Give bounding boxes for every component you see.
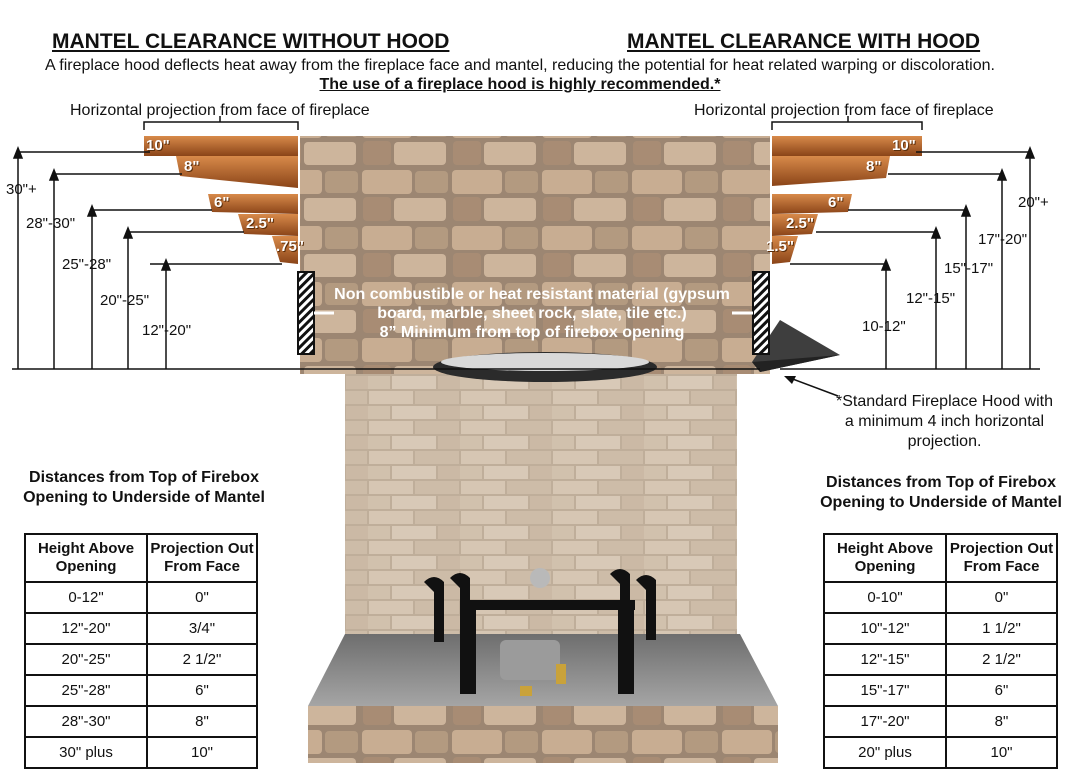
right-board-label: 8" <box>866 158 882 175</box>
material-note-line: 8” Minimum from top of firebox opening <box>379 324 685 341</box>
hood-note-line: a minimum 4 inch horizontal <box>844 413 1045 430</box>
hood-note-line: projection. <box>907 433 982 450</box>
right-board-label: 1.5" <box>766 238 794 255</box>
table-cell: 0-10" <box>824 582 946 613</box>
right-distance-table <box>823 533 1058 769</box>
table-row <box>25 706 257 737</box>
right-board-label: 6" <box>828 194 844 211</box>
material-note-line: Non combustible or heat resistant material (gypsum <box>334 286 730 303</box>
table-row <box>25 675 257 706</box>
left-board-label: 8" <box>184 158 200 175</box>
table-row <box>824 582 1057 613</box>
right-height-label: 10-12" <box>862 318 906 335</box>
table-cell: 25"-28" <box>25 675 147 706</box>
heading-with-hood: MANTEL CLEARANCE WITH HOOD <box>627 30 981 53</box>
left-board-label: 10" <box>146 137 170 154</box>
table-cell: 8" <box>946 706 1057 737</box>
table-cell: 17"-20" <box>824 706 946 737</box>
table-row <box>25 737 257 768</box>
right-height-label: 12"-15" <box>906 290 956 307</box>
table-row <box>824 644 1057 675</box>
right-board-label: 2.5" <box>786 215 814 232</box>
hood-note <box>836 392 1053 452</box>
table-cell: 12"-20" <box>25 613 147 644</box>
table-cell: 20"-25" <box>25 644 147 675</box>
table-row <box>824 737 1057 768</box>
projection-label-right: Horizontal projection from face of fireplace <box>694 102 994 119</box>
heading-without-hood: MANTEL CLEARANCE WITHOUT HOOD <box>52 30 450 53</box>
intro-text: A fireplace hood deflects heat away from the fireplace face and mantel, reducing the potential for heat related warping or discoloration. <box>45 57 995 74</box>
left-board-label: 2.5" <box>246 215 274 232</box>
table-header: Height Above Opening <box>824 534 946 582</box>
right-height-label: 17"-20" <box>978 231 1028 248</box>
table-row <box>25 613 257 644</box>
table-header: Projection Out From Face <box>946 534 1057 582</box>
table-cell: 2 1/2" <box>946 644 1057 675</box>
table-cell: 6" <box>147 675 257 706</box>
left-table-title: Distances from Top of Firebox Opening to Underside of Mantel <box>23 469 265 506</box>
left-distance-table <box>24 533 258 769</box>
hood-note-line: *Standard Fireplace Hood with <box>836 393 1054 410</box>
right-mantel <box>772 136 922 264</box>
table-cell: 10" <box>946 737 1057 768</box>
table-cell: 10" <box>147 737 257 768</box>
table-cell: 0-12" <box>25 582 147 613</box>
projection-label-left: Horizontal projection from face of fireplace <box>70 102 370 119</box>
left-height-label: 30"+ <box>6 181 37 198</box>
right-board-label: 10" <box>892 137 916 154</box>
table-cell: 0" <box>147 582 257 613</box>
table-cell: 30" plus <box>25 737 147 768</box>
table-header: Height Above Opening <box>25 534 147 582</box>
right-height-label: 15"-17" <box>944 260 994 277</box>
right-table-title: Distances from Top of Firebox Opening to Underside of Mantel <box>820 474 1062 511</box>
noncombustible-strip-left <box>298 272 314 354</box>
table-cell: 10"-12" <box>824 613 946 644</box>
table-cell: 20" plus <box>824 737 946 768</box>
table-row <box>25 582 257 613</box>
table-cell: 2 1/2" <box>147 644 257 675</box>
table-cell: 6" <box>946 675 1057 706</box>
table-row <box>824 706 1057 737</box>
left-height-label: 20"-25" <box>100 292 150 309</box>
left-height-label: 25"-28" <box>62 256 112 273</box>
table-cell: 15"-17" <box>824 675 946 706</box>
table-cell: 1 1/2" <box>946 613 1057 644</box>
table-row <box>824 675 1057 706</box>
table-cell: 12"-15" <box>824 644 946 675</box>
material-note-line: board, marble, sheet rock, slate, tile etc.) <box>377 305 687 322</box>
left-height-label: 12"-20" <box>142 322 192 339</box>
table-cell: 0" <box>946 582 1057 613</box>
left-height-label: 28"-30" <box>26 215 76 232</box>
left-board-label: 6" <box>214 194 230 211</box>
material-note <box>322 285 742 342</box>
right-height-label: 20"+ <box>1018 194 1049 211</box>
firebox-brick <box>345 374 737 634</box>
table-header: Projection Out From Face <box>147 534 257 582</box>
table-row <box>824 613 1057 644</box>
table-cell: 28"-30" <box>25 706 147 737</box>
noncombustible-strip-right <box>753 272 769 354</box>
table-row <box>25 644 257 675</box>
recommendation-text: The use of a fireplace hood is highly recommended.* <box>319 76 721 93</box>
table-cell: 3/4" <box>147 613 257 644</box>
table-cell: 8" <box>147 706 257 737</box>
hearth-stone <box>308 706 778 763</box>
left-board-label: .75" <box>276 238 304 255</box>
